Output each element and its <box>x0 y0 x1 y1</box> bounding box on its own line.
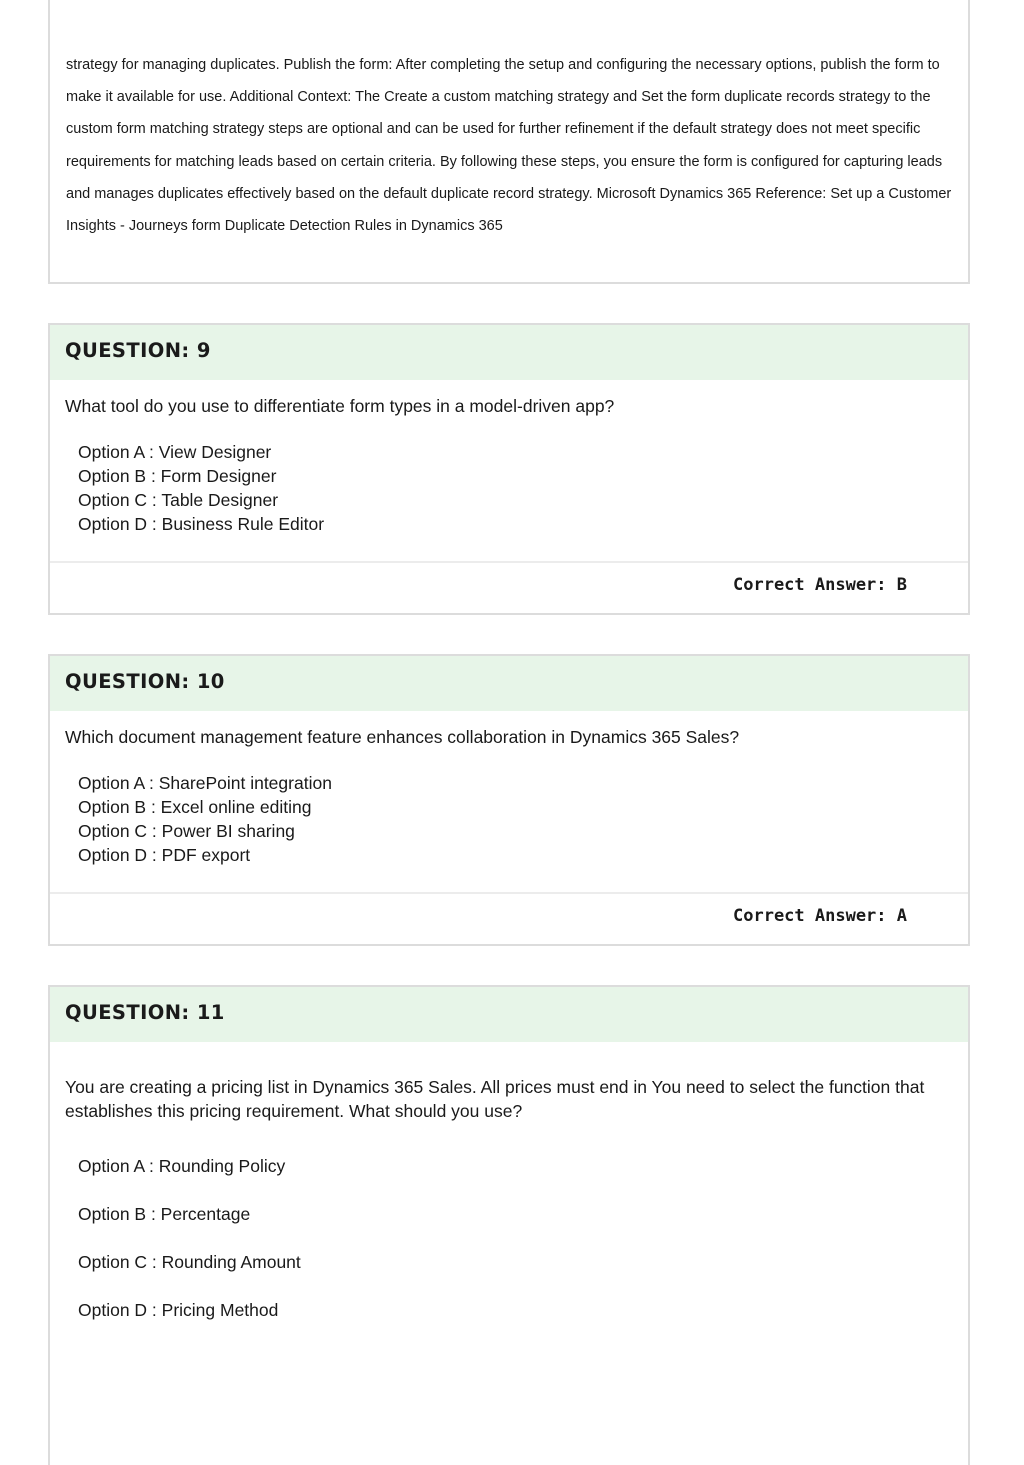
correct-answer: Correct Answer: B <box>733 575 907 595</box>
option-c: Option C : Table Designer <box>78 490 279 510</box>
option-a: Option A : Rounding Policy <box>78 1156 286 1176</box>
option-b: Option B : Excel online editing <box>78 797 312 817</box>
option-c: Option C : Power BI sharing <box>78 821 295 841</box>
question-header: QUESTION: 11 <box>50 987 968 1042</box>
question-card-10 <box>48 654 970 946</box>
question-header: QUESTION: 10 <box>50 656 968 711</box>
option-b: Option B : Percentage <box>78 1204 251 1224</box>
option-list <box>50 418 968 536</box>
option-list <box>50 1123 968 1322</box>
explanation-card <box>48 0 970 284</box>
option-a: Option A : View Designer <box>78 442 272 462</box>
option-list <box>50 749 968 867</box>
question-text: You are creating a pricing list in Dynamics 365 Sales. All prices must end in You need to select the function that establishes this pricing requirement. What should you use? <box>65 1077 925 1121</box>
question-text: What tool do you use to differentiate form types in a model-driven app? <box>65 396 615 416</box>
option-b: Option B : Form Designer <box>78 466 277 486</box>
option-c: Option C : Rounding Amount <box>78 1252 301 1272</box>
question-text: Which document management feature enhances collaboration in Dynamics 365 Sales? <box>65 727 740 747</box>
question-card-11 <box>48 985 970 1465</box>
option-d: Option D : PDF export <box>78 845 251 865</box>
correct-answer: Correct Answer: A <box>733 906 907 926</box>
option-a: Option A : SharePoint integration <box>78 773 332 793</box>
explanation-text: strategy for managing duplicates. Publish the form: After completing the setup and configuring the necessary options, publish the form to make it available for use. Additional Context: The Create a custom matching strategy and Set the form duplicate records strategy to the custom form matching strategy steps are optional and can be used for further refinement if the default strategy does not meet specific requirements for matching leads based on certain criteria. By following these steps, you ensure the form is configured for capturing leads and manages duplicates effectively based on the default duplicate record strategy. Microsoft Dynamics 365 Reference: Set up a Customer Insights - Journeys form Duplicate Detection Rules in Dynamics 365 <box>66 57 952 235</box>
option-d: Option D : Pricing Method <box>78 1300 279 1320</box>
question-card-9 <box>48 323 970 615</box>
answer-row <box>50 892 968 945</box>
question-header: QUESTION: 9 <box>50 325 968 380</box>
option-d: Option D : Business Rule Editor <box>78 514 325 534</box>
answer-row <box>50 561 968 614</box>
